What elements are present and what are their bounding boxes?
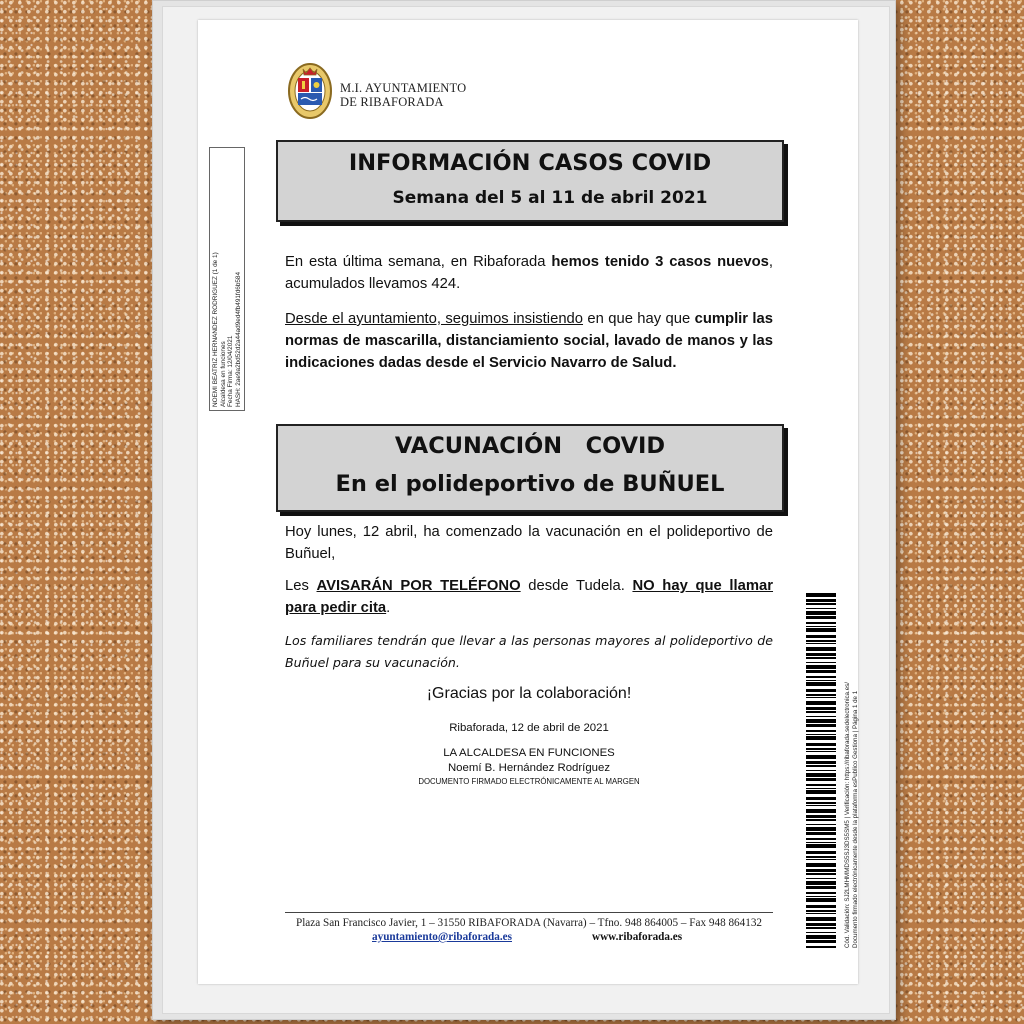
barcode-bar xyxy=(806,751,836,752)
barcode-bar xyxy=(806,778,836,781)
barcode-bar xyxy=(806,730,836,732)
barcode-bar xyxy=(806,682,836,686)
barcode-bar xyxy=(806,878,836,879)
cases-paragraph xyxy=(285,251,773,295)
phone-text-a: Les xyxy=(285,578,317,594)
cases-text-bold: hemos tenido 3 casos nuevos xyxy=(551,254,769,270)
no-appointment-text: NO hay que llamar para pedir cita xyxy=(285,578,774,616)
signer-name: Noemí B. Hernández Rodríguez xyxy=(447,762,611,774)
barcode-bar xyxy=(806,797,836,800)
insist-paragraph xyxy=(285,308,773,374)
barcode-bar xyxy=(806,881,836,885)
barcode-bar xyxy=(806,593,836,597)
barcode-bar xyxy=(806,935,836,939)
barcode-bar xyxy=(806,743,836,746)
barcode-bar xyxy=(806,805,836,806)
barcode-bar xyxy=(806,603,836,605)
barcode-bar xyxy=(806,716,836,717)
barcode-bar xyxy=(806,701,836,705)
barcode-bar xyxy=(806,832,836,835)
barcode-icon xyxy=(806,593,836,948)
vaccination-subtitle: En el polideportivo de BUÑUEL xyxy=(335,471,725,497)
covid-info-title-box xyxy=(276,140,784,222)
barcode-bar xyxy=(806,694,836,696)
insist-text-a: en que hay que xyxy=(583,311,695,327)
signer-role: LA ALCALDESA EN FUNCIONES xyxy=(443,747,615,759)
barcode-bar xyxy=(806,869,836,872)
barcode-bar xyxy=(806,923,836,926)
barcode-bar xyxy=(806,665,836,669)
phone-text-c: desde Tudela. xyxy=(520,578,633,594)
signature-signer: NOEMI BEATRIZ HERNANDEZ RODRIGUEZ (1 de 1) xyxy=(211,252,219,407)
barcode-bar xyxy=(806,670,836,673)
footer-email-link[interactable]: ayuntamiento@ribaforada.es xyxy=(372,931,512,943)
covid-info-subtitle: Semana del 5 al 11 de abril 2021 xyxy=(392,188,708,208)
barcode-bar xyxy=(806,697,836,698)
vaccination-title-box xyxy=(276,424,784,512)
barcode-bar xyxy=(806,657,836,659)
barcode-bar xyxy=(806,863,836,867)
barcode-bar xyxy=(806,790,836,794)
vaccination-start-paragraph: Hoy lunes, 12 abril, ha comenzado la vacunación en el polideportivo de Buñuel, xyxy=(285,524,773,562)
signature-hash: HASH: 2ae9a2bd52d2a44ad9ed4fb491fd6b584 xyxy=(234,271,242,407)
barcode-bar xyxy=(806,844,836,848)
family-notice-paragraph: Los familiares tendrán que llevar a las personas mayores al polideportivo de Buñuel para su vacunación. xyxy=(285,633,773,670)
barcode-bar xyxy=(806,711,836,713)
covid-info-title: INFORMACIÓN CASOS COVID xyxy=(348,150,712,176)
barcode-bar xyxy=(806,905,836,908)
barcode-bar xyxy=(806,809,836,813)
barcode-bar xyxy=(806,898,836,902)
barcode-bar xyxy=(806,819,836,821)
barcode-bar xyxy=(806,626,836,627)
barcode-bar xyxy=(806,838,836,840)
place-date: Ribaforada, 12 de abril de 2021 xyxy=(449,722,609,734)
barcode-bar xyxy=(806,770,836,771)
barcode-bar xyxy=(806,784,836,786)
barcode-bar xyxy=(806,851,836,854)
footer-address: Plaza San Francisco Javier, 1 – 31550 RIBAFORADA (Navarra) – Tfno. 948 864005 – Fax 948 864132 xyxy=(295,917,763,929)
org-name-line1: M.I. AYUNTAMIENTO xyxy=(340,81,467,95)
barcode-bar xyxy=(806,676,836,678)
barcode-bar xyxy=(806,946,836,948)
barcode-bar xyxy=(806,616,836,619)
barcode-bar xyxy=(806,640,836,642)
barcode-bar xyxy=(806,788,836,789)
barcode-bar xyxy=(806,896,836,897)
barcode-bar xyxy=(806,873,836,875)
barcode-bar xyxy=(806,827,836,831)
barcode-bar xyxy=(806,913,836,914)
barcode-bar xyxy=(806,842,836,843)
vaccination-title: VACUNACIÓN COVID xyxy=(394,433,666,459)
organization-name xyxy=(340,81,466,109)
barcode-bar xyxy=(806,707,836,710)
validation-code-text xyxy=(844,628,859,948)
barcode-bar xyxy=(806,719,836,723)
barcode-bar xyxy=(806,940,836,943)
barcode-bar xyxy=(806,643,836,644)
barcode-bar xyxy=(806,653,836,656)
barcode-bar xyxy=(806,927,836,929)
signed-note: DOCUMENTO FIRMADO ELECTRÓNICAMENTE AL MARGEN xyxy=(418,777,640,786)
barcode-bar xyxy=(806,802,836,804)
barcode-bar xyxy=(806,856,836,858)
barcode-bar xyxy=(806,736,836,740)
insist-text-bold: cumplir las normas de mascarilla, distanciamiento social, lavado de manos y las indicaciones dadas desde el Servicio Navarro de Salud. xyxy=(285,311,774,371)
insist-text-underlined: Desde el ayuntamiento, seguimos insistiendo xyxy=(285,311,584,327)
municipal-coat-of-arms-icon xyxy=(287,61,333,121)
barcode-bar xyxy=(806,761,836,764)
signature-date: Fecha Firma: 12/04/2021 xyxy=(227,335,234,407)
cases-text-c: , acumulados llevamos 424. xyxy=(285,254,773,292)
footer-website[interactable]: www.ribaforada.es xyxy=(592,931,683,943)
barcode-bar xyxy=(806,628,836,632)
barcode-bar xyxy=(806,608,836,609)
phone-text-e: . xyxy=(386,600,391,616)
barcode-bar xyxy=(806,824,836,825)
validation-code-line2: Documento firmado electrónicamente desde la plataforma esPublico Gestiona | Página 1 de 1 xyxy=(851,690,859,948)
cases-text-a: En esta última semana, en Ribaforada xyxy=(285,254,552,270)
org-name-line2: DE RIBAFORADA xyxy=(340,95,444,109)
barcode-bar xyxy=(806,734,836,735)
barcode-bar xyxy=(806,622,836,624)
barcode-bar xyxy=(806,748,836,750)
validation-code-line1: Cód. Validación: SJ2LMHMMDS5SJ3DS5SM5 | Verificación: https://ribaforada.sedelectronica.es/ xyxy=(844,682,851,948)
barcode-bar xyxy=(806,689,836,692)
barcode-bar xyxy=(806,611,836,615)
barcode-bar xyxy=(806,892,836,894)
barcode-bar xyxy=(806,647,836,651)
electronic-signature-sidebar xyxy=(209,147,245,411)
thanks-text: ¡Gracias por la colaboración! xyxy=(426,685,632,702)
footer-divider xyxy=(285,912,773,913)
barcode-bar xyxy=(806,859,836,860)
phone-text-bold: AVISARÁN POR TELÉFONO xyxy=(316,578,521,594)
phone-notice-paragraph xyxy=(285,575,773,619)
barcode-bar xyxy=(806,662,836,663)
barcode-bar xyxy=(806,724,836,727)
barcode-bar xyxy=(806,765,836,767)
barcode-bar xyxy=(806,815,836,818)
barcode-bar xyxy=(806,680,836,681)
barcode-bar xyxy=(806,599,836,602)
barcode-bar xyxy=(806,932,836,933)
barcode-bar xyxy=(806,755,836,759)
barcode-bar xyxy=(806,635,836,638)
signature-role: Alcaldesa en funciones xyxy=(219,341,227,407)
barcode-bar xyxy=(806,917,836,921)
barcode-bar xyxy=(806,773,836,777)
barcode-bar xyxy=(806,910,836,912)
barcode-bar xyxy=(806,886,836,889)
